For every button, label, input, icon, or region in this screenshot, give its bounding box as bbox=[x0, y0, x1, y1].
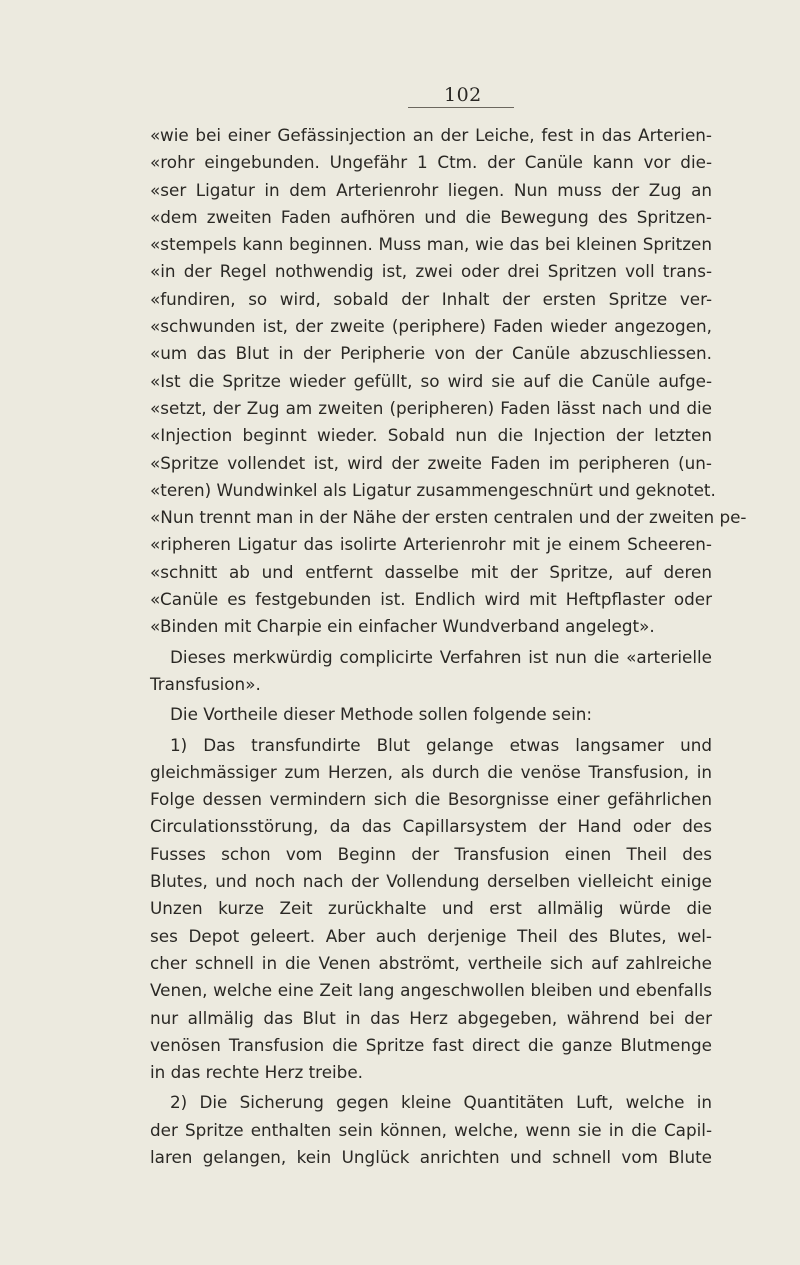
text-line: «ser Ligatur in dem Arterienrohr liegen. Nun muss der Zug an bbox=[150, 179, 712, 200]
text-line: Dieses merkwürdig complicirte Verfahren ist nun die «arterielle bbox=[170, 646, 712, 667]
text-line: «wie bei einer Gefässinjection an der Leiche, fest in das Arterien- bbox=[150, 125, 712, 145]
text-line: Folge dessen vermindern sich die Besorgnisse einer gefährlichen bbox=[150, 789, 712, 810]
text-line: «schnitt ab und entfernt dasselbe mit der Spritze, auf deren bbox=[150, 561, 712, 582]
paragraph bbox=[150, 732, 712, 1087]
text-line: in das rechte Herz treibe. bbox=[150, 1062, 363, 1083]
paragraph bbox=[150, 644, 712, 699]
body-text bbox=[150, 122, 747, 1171]
text-line: 2) Die Sicherung gegen kleine Quantitäten Luft, welche in bbox=[170, 1092, 712, 1113]
text-line: laren gelangen, kein Unglück anrichten und schnell vom Blute bbox=[150, 1146, 712, 1167]
text-line: «ripheren Ligatur das isolirte Arterienrohr mit je einem Scheeren- bbox=[150, 534, 712, 555]
text-line: «setzt, der Zug am zweiten (peripheren) Faden lässt nach und die bbox=[150, 397, 712, 418]
text-line: Unzen kurze Zeit zurückhalte und erst allmälig würde die bbox=[150, 898, 712, 919]
text-line: Venen, welche eine Zeit lang angeschwollen bleiben und ebenfalls bbox=[150, 980, 712, 1001]
text-line: der Spritze enthalten sein können, welche, wenn sie in die Capil- bbox=[150, 1119, 712, 1140]
text-line: «dem zweiten Faden aufhören und die Bewegung des Spritzen- bbox=[150, 206, 712, 227]
text-line: Blutes, und noch nach der Vollendung derselben vielleicht einige bbox=[150, 871, 712, 892]
text-line: Fusses schon vom Beginn der Transfusion einen Theil des bbox=[150, 843, 712, 864]
text-line: «Injection beginnt wieder. Sobald nun die Injection der letzten bbox=[150, 425, 712, 446]
text-line: «um das Blut in der Peripherie von der Canüle abzuschliessen. bbox=[150, 343, 712, 364]
paragraph bbox=[150, 1089, 712, 1171]
text-line: «rohr eingebunden. Ungefähr 1 Ctm. der Canüle kann vor die- bbox=[150, 152, 712, 173]
text-line: 1) Das transfundirte Blut gelange etwas langsamer und bbox=[170, 734, 712, 755]
text-line: «Spritze vollendet ist, wird der zweite Faden im peripheren (un- bbox=[150, 452, 712, 473]
text-line: Transfusion». bbox=[150, 673, 261, 694]
text-line: «schwunden ist, der zweite (periphere) Faden wieder angezogen, bbox=[150, 316, 712, 337]
text-line: «stempels kann beginnen. Muss man, wie das bei kleinen Spritzen bbox=[150, 234, 712, 255]
text-line: «teren) Wundwinkel als Ligatur zusammengeschnürt und geknotet. bbox=[150, 479, 716, 500]
text-line: nur allmälig das Blut in das Herz abgegeben, während bei der bbox=[150, 1007, 712, 1028]
text-line: gleichmässiger zum Herzen, als durch die venöse Transfusion, in bbox=[150, 761, 712, 782]
paragraph bbox=[150, 701, 712, 728]
text-line: «fundiren, so wird, sobald der Inhalt der ersten Spritze ver- bbox=[150, 288, 712, 309]
text-line: ses Depot geleert. Aber auch derjenige Theil des Blutes, wel- bbox=[150, 925, 712, 946]
paragraph bbox=[150, 122, 747, 641]
text-line: venösen Transfusion die Spritze fast direct die ganze Blutmenge bbox=[150, 1034, 712, 1055]
text-line: cher schnell in die Venen abströmt, vertheile sich auf zahlreiche bbox=[150, 952, 712, 973]
text-line: «Binden mit Charpie ein einfacher Wundverband angelegt». bbox=[150, 616, 655, 637]
page-number-rule bbox=[408, 107, 514, 108]
text-line: Circulationsstörung, da das Capillarsystem der Hand oder des bbox=[150, 816, 712, 837]
text-line: «Ist die Spritze wieder gefüllt, so wird sie auf die Canüle aufge- bbox=[150, 370, 712, 391]
text-line: «in der Regel nothwendig ist, zwei oder drei Spritzen voll trans- bbox=[150, 261, 712, 282]
page-number: 102 bbox=[444, 84, 482, 106]
text-line: «Canüle es festgebunden ist. Endlich wird mit Heftpflaster oder bbox=[150, 589, 712, 610]
text-line: «Nun trennt man in der Nähe der ersten centralen und der zweiten pe- bbox=[150, 507, 747, 528]
text-line: Die Vortheile dieser Methode sollen folgende sein: bbox=[170, 704, 593, 725]
